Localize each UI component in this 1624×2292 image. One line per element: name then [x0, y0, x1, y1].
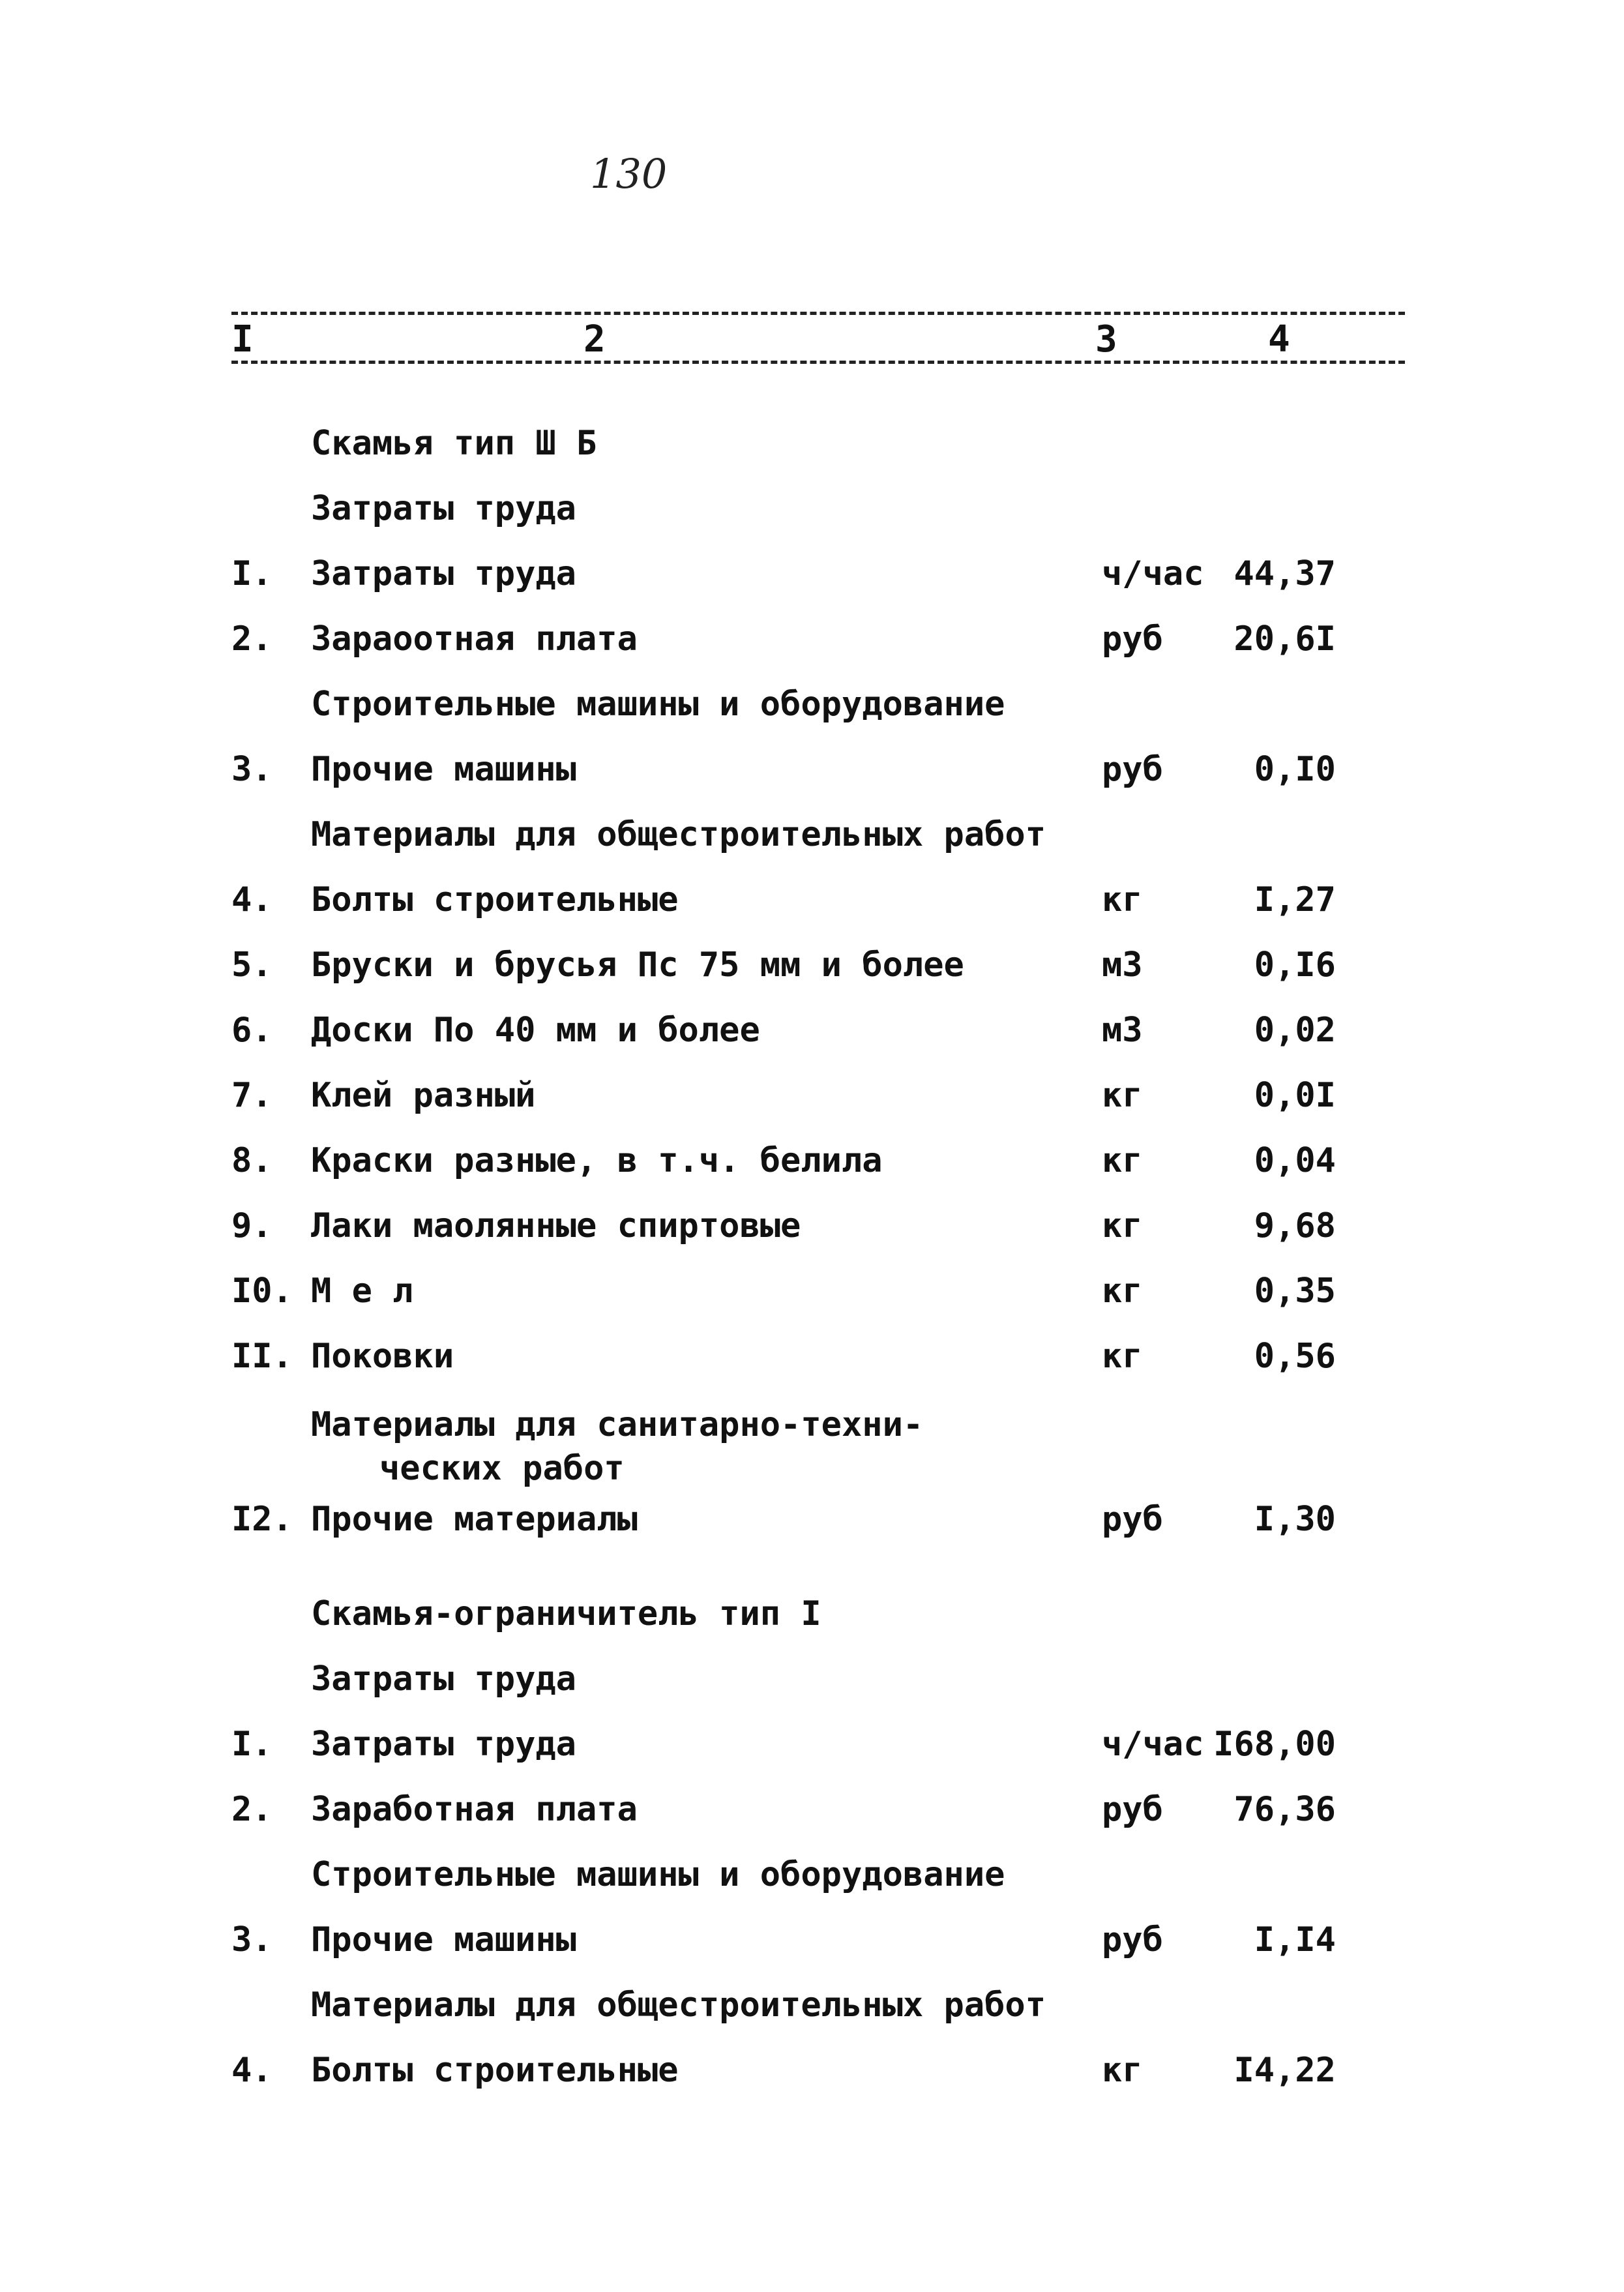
row-value: I4,22	[1233, 2051, 1336, 2090]
page-number: 130	[590, 150, 668, 198]
row-unit: кг	[1102, 1337, 1143, 1376]
section-subtitle-text: Затраты труда	[311, 1659, 576, 1699]
row-unit: м3	[1102, 1011, 1143, 1050]
row-name: Прочие машины	[311, 1920, 576, 1959]
row-name: Зараоотная плата	[311, 619, 638, 659]
row-name: Прочие материалы	[311, 1500, 638, 1539]
group-heading-text: Материалы для санитарно-техни-	[311, 1405, 924, 1444]
row-number: 3.	[231, 750, 273, 789]
row-value: 0,04	[1254, 1141, 1336, 1180]
row-number: I.	[231, 554, 273, 593]
table-row	[0, 548, 1624, 600]
section-subtitle	[0, 1653, 1624, 1705]
row-unit: кг	[1102, 2051, 1143, 2090]
row-number: I2.	[231, 1500, 293, 1539]
row-value: 0,0I	[1254, 1076, 1336, 1115]
row-value: 0,I6	[1254, 945, 1336, 985]
row-name: М е л	[311, 1272, 413, 1311]
table-row	[0, 1783, 1624, 1836]
group-heading	[0, 678, 1624, 730]
row-value: 20,6I	[1233, 619, 1336, 659]
table-row	[0, 1200, 1624, 1252]
group-heading-text: Материалы для общестроительных работ	[311, 815, 1046, 854]
column-header-2: 2	[583, 318, 606, 361]
row-name: Заработная плата	[311, 1790, 638, 1829]
row-number: 2.	[231, 1790, 273, 1829]
section-subtitle-text: Затраты труда	[311, 489, 576, 528]
section-title-text: Скамья-ограничитель тип I	[311, 1594, 821, 1633]
row-unit: кг	[1102, 1076, 1143, 1115]
table-row	[0, 2044, 1624, 2096]
header-bottom-rule	[231, 361, 1405, 364]
group-heading	[0, 1979, 1624, 2031]
column-header-1: I	[231, 318, 254, 361]
row-name: Прочие машины	[311, 750, 576, 789]
group-heading-text: Строительные машины и оборудование	[311, 1855, 1005, 1894]
table-row	[0, 1135, 1624, 1187]
row-value: 0,35	[1254, 1272, 1336, 1311]
row-number: 7.	[231, 1076, 273, 1115]
row-name: Болты строительные	[311, 880, 679, 919]
row-name: Лаки маолянные спиртовые	[311, 1206, 801, 1245]
row-name: Поковки	[311, 1337, 454, 1376]
header-top-rule	[231, 312, 1405, 315]
row-name: Бруски и брусья Пс 75 мм и более	[311, 945, 964, 985]
row-unit: ч/час	[1102, 1725, 1204, 1764]
table-row	[0, 1004, 1624, 1056]
row-number: 2.	[231, 619, 273, 659]
row-name: Болты строительные	[311, 2051, 679, 2090]
row-number: 4.	[231, 2051, 273, 2090]
row-value: I,27	[1254, 880, 1336, 919]
table-row	[0, 1265, 1624, 1317]
group-heading-text: Материалы для общестроительных работ	[311, 1986, 1046, 2025]
section-title	[0, 1588, 1624, 1640]
row-unit: руб	[1102, 1500, 1163, 1539]
table-row	[0, 1493, 1624, 1545]
row-name: Клей разный	[311, 1076, 536, 1115]
row-value: 9,68	[1254, 1206, 1336, 1245]
row-unit: ч/час	[1102, 554, 1204, 593]
row-value: 76,36	[1233, 1790, 1336, 1829]
table-row	[0, 613, 1624, 665]
row-number: 9.	[231, 1206, 273, 1245]
row-unit: кг	[1102, 880, 1143, 919]
column-header-4: 4	[1268, 318, 1290, 361]
row-unit: руб	[1102, 1790, 1163, 1829]
row-unit: кг	[1102, 1206, 1143, 1245]
row-value: 0,02	[1254, 1011, 1336, 1050]
row-value: I,30	[1254, 1500, 1336, 1539]
row-number: 6.	[231, 1011, 273, 1050]
row-unit: кг	[1102, 1141, 1143, 1180]
group-heading-text: Строительные машины и оборудование	[311, 685, 1005, 724]
row-number: 3.	[231, 1920, 273, 1959]
group-heading	[0, 809, 1624, 861]
table-row	[0, 1914, 1624, 1966]
table-row	[0, 1330, 1624, 1382]
row-value: I68,00	[1213, 1725, 1336, 1764]
row-name: Затраты труда	[311, 554, 576, 593]
section-title-text: Скамья тип Ш Б	[311, 424, 597, 463]
row-number: 8.	[231, 1141, 273, 1180]
row-unit: руб	[1102, 619, 1163, 659]
table-row	[0, 1069, 1624, 1122]
table-row	[0, 939, 1624, 991]
row-number: 5.	[231, 945, 273, 985]
row-value: 0,56	[1254, 1337, 1336, 1376]
row-name: Доски По 40 мм и более	[311, 1011, 760, 1050]
row-name: Затраты труда	[311, 1725, 576, 1764]
table-row	[0, 743, 1624, 796]
table-row	[0, 874, 1624, 926]
table-row	[0, 1718, 1624, 1770]
row-value: I,I4	[1254, 1920, 1336, 1959]
section-subtitle	[0, 483, 1624, 535]
row-unit: руб	[1102, 750, 1163, 789]
row-number: I.	[231, 1725, 273, 1764]
row-number: II.	[231, 1337, 293, 1376]
group-heading-continuation	[0, 1442, 1624, 1495]
column-header-3: 3	[1095, 318, 1117, 361]
group-heading-text-line2: ческих работ	[379, 1449, 625, 1488]
row-value: 0,I0	[1254, 750, 1336, 789]
row-name: Краски разные, в т.ч. белила	[311, 1141, 883, 1180]
row-unit: м3	[1102, 945, 1143, 985]
row-number: 4.	[231, 880, 273, 919]
row-number: I0.	[231, 1272, 293, 1311]
group-heading	[0, 1849, 1624, 1901]
row-unit: руб	[1102, 1920, 1163, 1959]
section-title	[0, 417, 1624, 469]
row-unit: кг	[1102, 1272, 1143, 1311]
row-value: 44,37	[1233, 554, 1336, 593]
